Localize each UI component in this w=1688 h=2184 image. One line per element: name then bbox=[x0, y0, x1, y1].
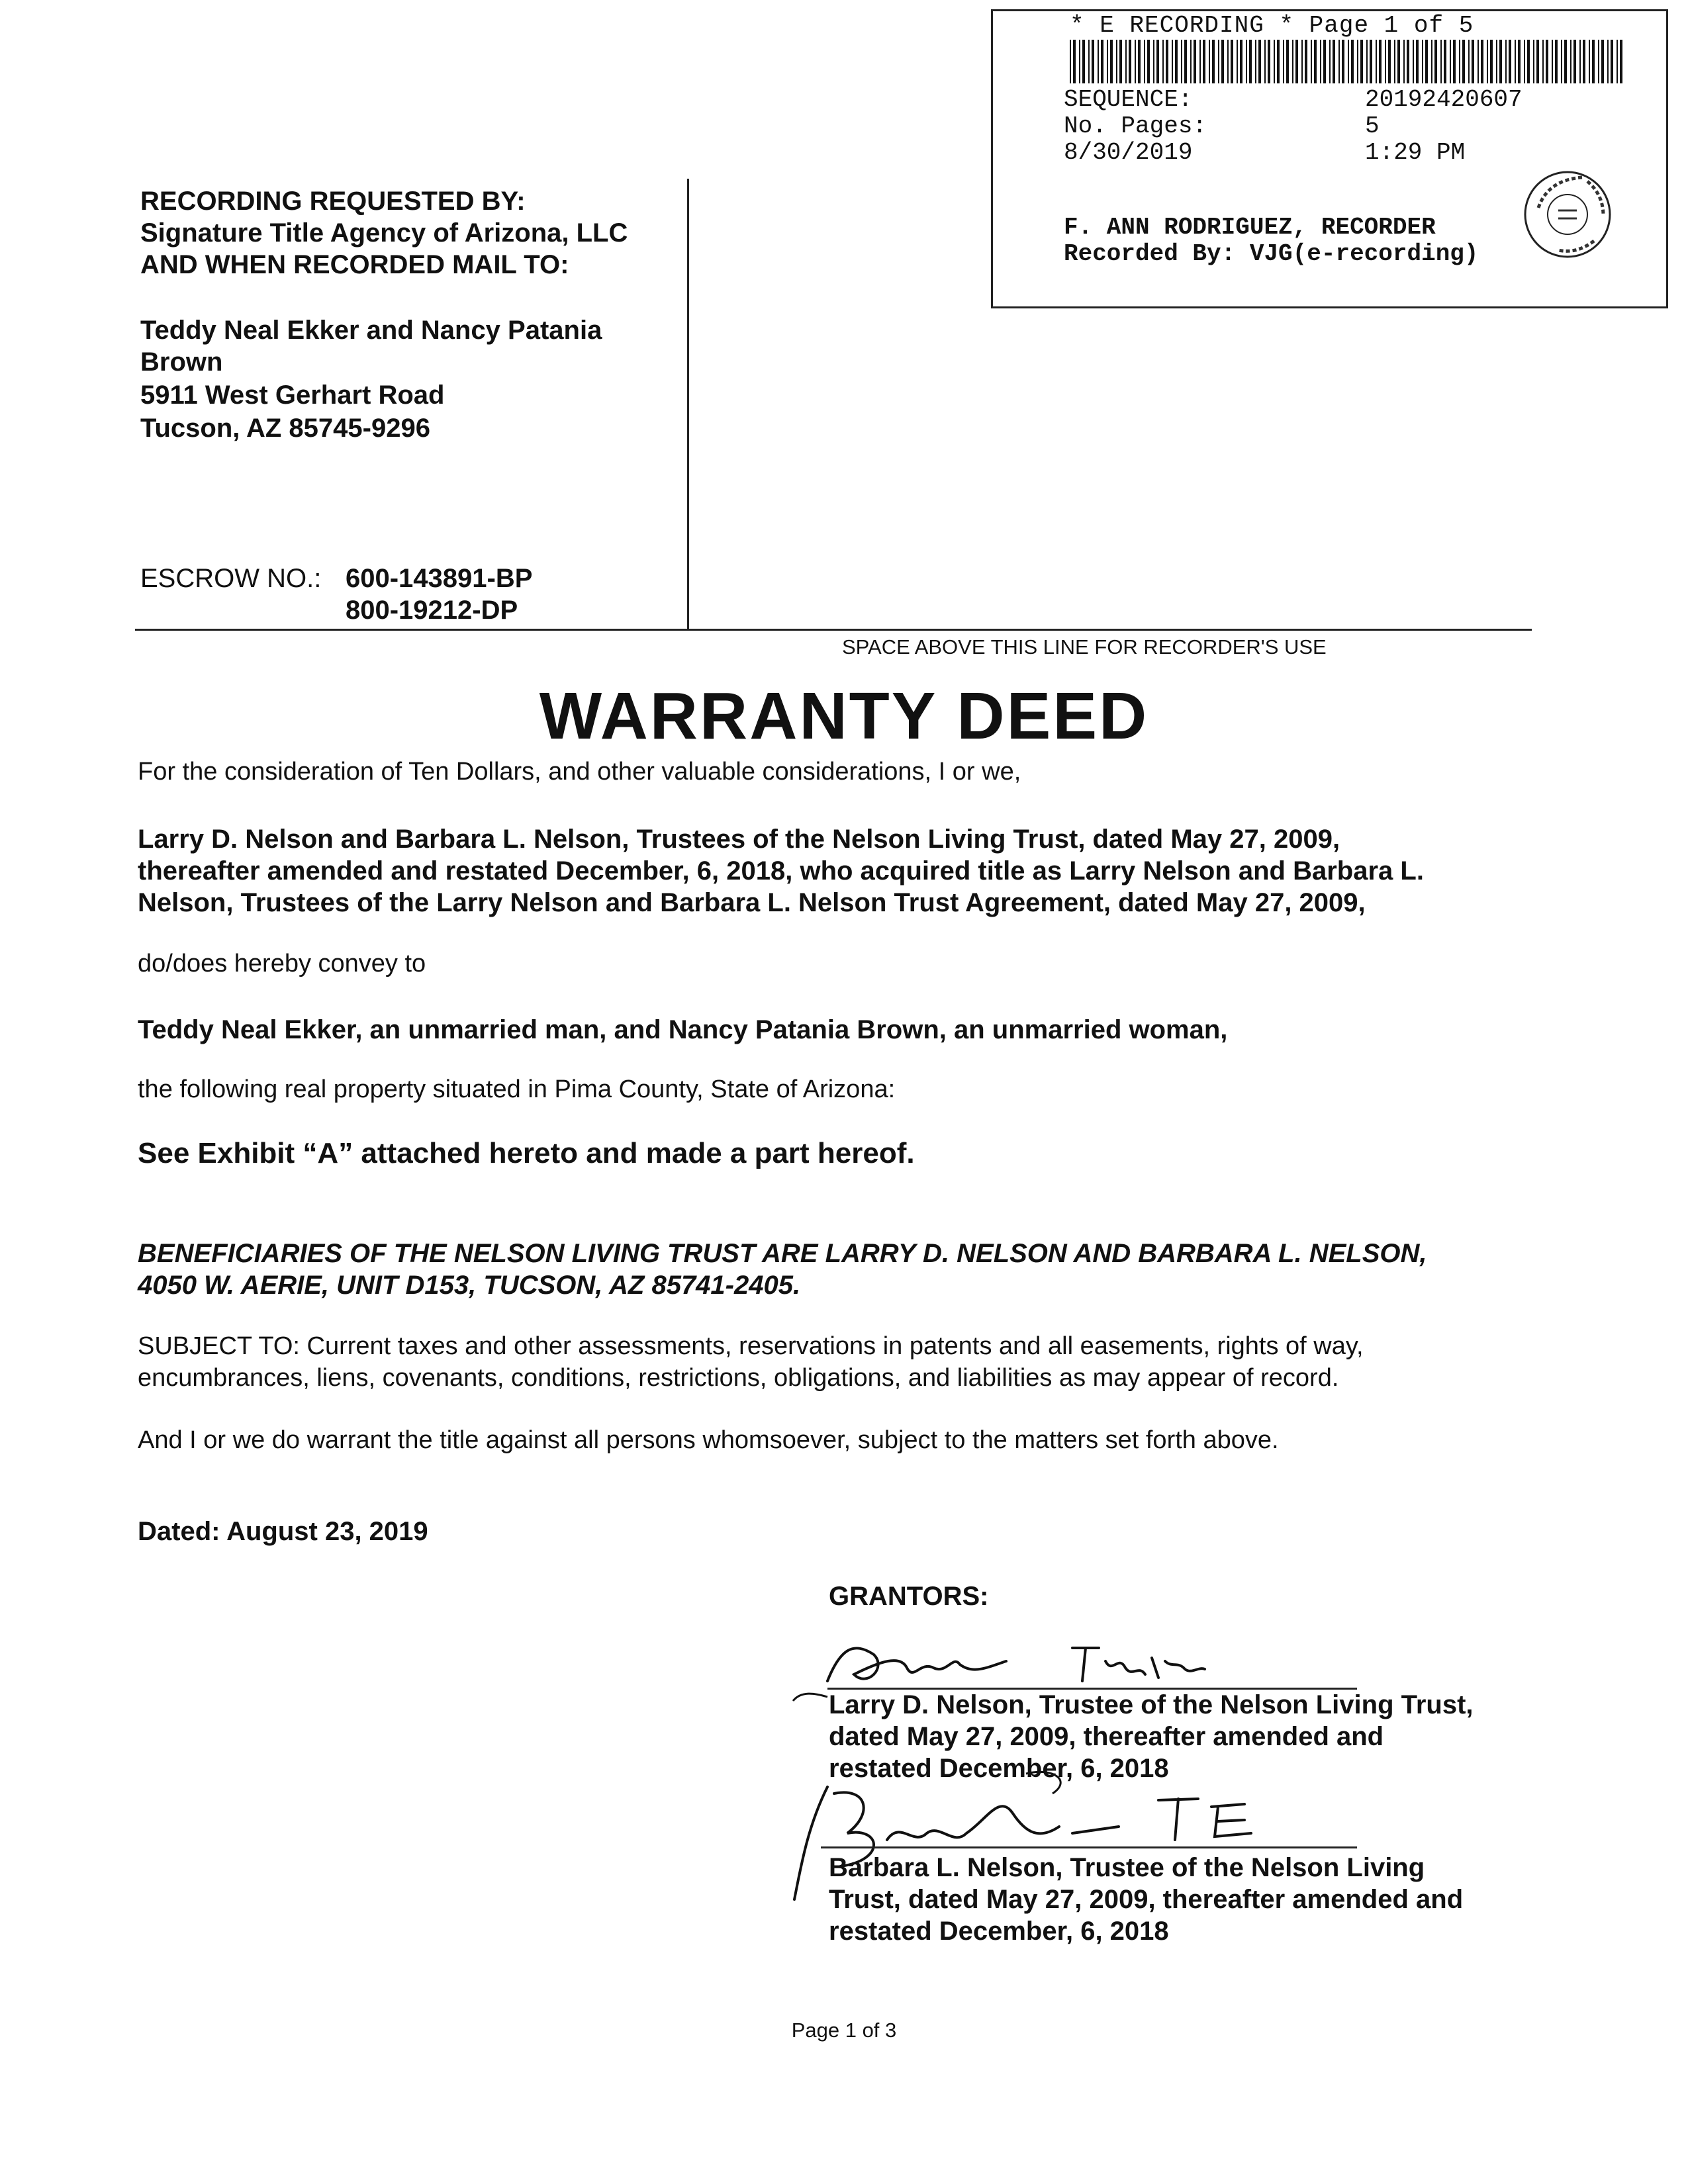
barcode-bar bbox=[1255, 40, 1256, 83]
barcode-bar bbox=[1237, 40, 1238, 83]
barcode-bar bbox=[1425, 40, 1428, 83]
mail-city: Tucson, AZ 85745-9296 bbox=[140, 414, 430, 443]
barcode-bar bbox=[1552, 40, 1553, 83]
barcode-bar bbox=[1184, 40, 1187, 83]
barcode-bar bbox=[1413, 40, 1414, 83]
barcode-bar bbox=[1561, 40, 1562, 83]
barcode-bar bbox=[1129, 40, 1131, 83]
subject-to-line-2: encumbrances, liens, covenants, conditions, restrictions, obligations, and liabilities as may appear of record. bbox=[138, 1364, 1339, 1392]
barcode-bar bbox=[1246, 40, 1247, 83]
barcode-bar bbox=[1107, 40, 1108, 83]
barcode-bar bbox=[1264, 40, 1266, 83]
barcode-bar bbox=[1166, 40, 1168, 83]
grantor-2-line-1: Barbara L. Nelson, Trustee of the Nelson Living bbox=[829, 1853, 1425, 1882]
barcode-bar bbox=[1431, 40, 1432, 83]
barcode-bar bbox=[1524, 40, 1525, 83]
barcode-bar bbox=[1360, 40, 1363, 83]
grantor-1-line-2: dated May 27, 2009, thereafter amended and bbox=[829, 1722, 1384, 1751]
barcode-bar bbox=[1098, 40, 1099, 83]
grantor-2-line-2: Trust, dated May 27, 2009, thereafter amended and bbox=[829, 1885, 1464, 1914]
pages-value: 5 bbox=[1365, 113, 1380, 140]
barcode-bar bbox=[1147, 40, 1150, 83]
mail-name-line-2: Brown bbox=[140, 347, 223, 377]
barcode-bar bbox=[1527, 40, 1530, 83]
barcode-bar bbox=[1583, 40, 1585, 83]
barcode-bar bbox=[1249, 40, 1252, 83]
recorder-use-note: SPACE ABOVE THIS LINE FOR RECORDER'S USE bbox=[842, 635, 1327, 659]
sequence-value: 20192420607 bbox=[1365, 86, 1523, 113]
barcode-bar bbox=[1462, 40, 1465, 83]
convey-text: do/does hereby convey to bbox=[138, 950, 426, 978]
barcode-bar bbox=[1181, 40, 1182, 83]
barcode-bar bbox=[1366, 40, 1368, 83]
recorder-name: F. ANN RODRIGUEZ, RECORDER bbox=[1064, 214, 1436, 241]
barcode-bar bbox=[1453, 40, 1456, 83]
barcode-bar bbox=[1444, 40, 1446, 83]
barcode-bar bbox=[1227, 40, 1229, 83]
barcode-bar bbox=[1357, 40, 1358, 83]
mail-street: 5911 West Gerhart Road bbox=[140, 381, 445, 410]
barcode-bar bbox=[1070, 40, 1071, 83]
header-divider-vertical bbox=[687, 179, 689, 629]
barcode-bar bbox=[1190, 40, 1192, 83]
barcode-bar bbox=[1138, 40, 1141, 83]
barcode-bar bbox=[1110, 40, 1113, 83]
barcode-bar bbox=[1144, 40, 1145, 83]
barcode-bar bbox=[1338, 40, 1340, 83]
barcode-bar bbox=[1440, 40, 1442, 83]
grantor-description-line-1: Larry D. Nelson and Barbara L. Nelson, Trustees of the Nelson Living Trust, dated May 27, 2009, bbox=[138, 825, 1340, 854]
barcode-bar bbox=[1283, 40, 1284, 83]
barcode-bar bbox=[1542, 40, 1544, 83]
barcode-bar bbox=[1240, 40, 1243, 83]
barcode-bar bbox=[1305, 40, 1307, 83]
barcode-bar bbox=[1388, 40, 1391, 83]
record-date: 8/30/2019 bbox=[1064, 139, 1193, 166]
barcode-bar bbox=[1598, 40, 1599, 83]
barcode-bar bbox=[1379, 40, 1382, 83]
barcode-bar bbox=[1601, 40, 1604, 83]
barcode-bar bbox=[1125, 40, 1127, 83]
barcode-bar bbox=[1311, 40, 1312, 83]
barcode-bar bbox=[1079, 40, 1080, 83]
barcode-bar bbox=[1570, 40, 1571, 83]
dated: Dated: August 23, 2019 bbox=[138, 1517, 428, 1546]
subject-to-line-1: SUBJECT TO: Current taxes and other assessments, reservations in patents and all easements, rights of way, bbox=[138, 1332, 1364, 1360]
barcode-bar bbox=[1509, 40, 1511, 83]
barcode-bar bbox=[1487, 40, 1488, 83]
beneficiaries-line-2: 4050 W. AERIE, UNIT D153, TUCSON, AZ 85741-2405. bbox=[138, 1271, 801, 1300]
barcode-bar bbox=[1385, 40, 1386, 83]
barcode-bar bbox=[1416, 40, 1419, 83]
barcode-bar bbox=[1203, 40, 1205, 83]
recorded-by: Recorded By: VJG(e-recording) bbox=[1064, 240, 1479, 267]
document-title: WARRANTY DEED bbox=[539, 679, 1149, 753]
barcode-bar bbox=[1162, 40, 1164, 83]
barcode-bar bbox=[1536, 40, 1539, 83]
barcode-bar bbox=[1555, 40, 1558, 83]
barcode-bar bbox=[1092, 40, 1094, 83]
escrow-number-2: 800-19212-DP bbox=[346, 596, 518, 625]
barcode-bar bbox=[1314, 40, 1317, 83]
barcode-bar bbox=[1101, 40, 1103, 83]
barcode-bar bbox=[1407, 40, 1409, 83]
barcode-bar bbox=[1434, 40, 1437, 83]
barcode-bar bbox=[1295, 40, 1298, 83]
barcode-bar bbox=[1515, 40, 1516, 83]
barcode-bar bbox=[1153, 40, 1154, 83]
barcode-bar bbox=[1481, 40, 1483, 83]
signature-line-2 bbox=[821, 1846, 1357, 1848]
barcode bbox=[1070, 40, 1622, 83]
barcode-bar bbox=[1088, 40, 1090, 83]
recorder-space-line bbox=[135, 629, 1532, 631]
barcode-bar bbox=[1450, 40, 1451, 83]
barcode-bar bbox=[1286, 40, 1289, 83]
barcode-bar bbox=[1199, 40, 1201, 83]
barcode-bar bbox=[1348, 40, 1349, 83]
barcode-bar bbox=[1209, 40, 1210, 83]
barcode-bar bbox=[1218, 40, 1219, 83]
escrow-label: ESCROW NO.: bbox=[140, 564, 322, 593]
grantor-description-line-2: thereafter amended and restated December, 6, 2018, who acquired title as Larry Nelson and Barbara L. bbox=[138, 856, 1424, 886]
mail-name-line-1: Teddy Neal Ekker and Nancy Patania bbox=[140, 316, 602, 345]
grantees: Teddy Neal Ekker, an unmarried man, and Nancy Patania Brown, an unmarried woman, bbox=[138, 1015, 1228, 1044]
barcode-bar bbox=[1496, 40, 1497, 83]
barcode-bar bbox=[1422, 40, 1423, 83]
barcode-bar bbox=[1258, 40, 1261, 83]
barcode-bar bbox=[1135, 40, 1136, 83]
barcode-bar bbox=[1274, 40, 1275, 83]
requested-by-label: RECORDING REQUESTED BY: bbox=[140, 187, 526, 216]
record-time: 1:29 PM bbox=[1365, 139, 1466, 166]
barcode-bar bbox=[1533, 40, 1534, 83]
barcode-bar bbox=[1082, 40, 1085, 83]
barcode-bar bbox=[1277, 40, 1280, 83]
barcode-bar bbox=[1546, 40, 1548, 83]
barcode-bar bbox=[1472, 40, 1474, 83]
barcode-bar bbox=[1073, 40, 1076, 83]
barcode-bar bbox=[1573, 40, 1576, 83]
barcode-bar bbox=[1156, 40, 1159, 83]
barcode-bar bbox=[1116, 40, 1117, 83]
consideration-text: For the consideration of Ten Dollars, and other valuable considerations, I or we, bbox=[138, 758, 1021, 786]
barcode-bar bbox=[1459, 40, 1460, 83]
barcode-bar bbox=[1329, 40, 1331, 83]
barcode-bar bbox=[1376, 40, 1377, 83]
pages-label: No. Pages: bbox=[1064, 113, 1207, 140]
requested-by-name: Signature Title Agency of Arizona, LLC bbox=[140, 218, 628, 248]
barcode-bar bbox=[1564, 40, 1567, 83]
grantor-1-line-1: Larry D. Nelson, Trustee of the Nelson Living Trust, bbox=[829, 1690, 1474, 1719]
barcode-bar bbox=[1611, 40, 1613, 83]
barcode-bar bbox=[1505, 40, 1507, 83]
barcode-bar bbox=[1172, 40, 1173, 83]
barcode-bar bbox=[1370, 40, 1372, 83]
barcode-bar bbox=[1221, 40, 1224, 83]
barcode-bar bbox=[1589, 40, 1590, 83]
barcode-bar bbox=[1212, 40, 1215, 83]
sequence-label: SEQUENCE: bbox=[1064, 86, 1193, 113]
grantor-2-line-3: restated December, 6, 2018 bbox=[829, 1917, 1169, 1946]
barcode-bar bbox=[1292, 40, 1293, 83]
exhibit-reference: See Exhibit “A” attached hereto and made a part hereof. bbox=[138, 1137, 915, 1169]
page-number: Page 1 of 3 bbox=[791, 2019, 897, 2042]
barcode-bar bbox=[1592, 40, 1595, 83]
escrow-number-1: 600-143891-BP bbox=[346, 564, 533, 593]
barcode-bar bbox=[1301, 40, 1303, 83]
barcode-bar bbox=[1518, 40, 1521, 83]
barcode-bar bbox=[1175, 40, 1178, 83]
barcode-bar bbox=[1397, 40, 1400, 83]
barcode-bar bbox=[1607, 40, 1609, 83]
barcode-bar bbox=[1468, 40, 1470, 83]
barcode-bar bbox=[1320, 40, 1321, 83]
barcode-bar bbox=[1579, 40, 1581, 83]
stamp-header: * E RECORDING * Page 1 of 5 bbox=[1070, 12, 1474, 39]
barcode-bar bbox=[1333, 40, 1335, 83]
barcode-bar bbox=[1323, 40, 1326, 83]
barcode-bar bbox=[1403, 40, 1405, 83]
barcode-bar bbox=[1268, 40, 1270, 83]
grantors-label: GRANTORS: bbox=[829, 1582, 989, 1611]
mail-to-label: AND WHEN RECORDED MAIL TO: bbox=[140, 250, 569, 279]
warranty-text: And I or we do warrant the title against all persons whomsoever, subject to the matters set forth above. bbox=[138, 1426, 1279, 1454]
grantor-1-line-3: restated December, 6, 2018 bbox=[829, 1754, 1169, 1783]
barcode-bar bbox=[1231, 40, 1233, 83]
property-text: the following real property situated in Pima County, State of Arizona: bbox=[138, 1075, 896, 1103]
barcode-bar bbox=[1119, 40, 1122, 83]
barcode-bar bbox=[1194, 40, 1196, 83]
barcode-bar bbox=[1617, 40, 1618, 83]
barcode-bar bbox=[1490, 40, 1493, 83]
barcode-bar bbox=[1499, 40, 1502, 83]
barcode-bar bbox=[1477, 40, 1479, 83]
barcode-bar bbox=[1351, 40, 1354, 83]
grantor-description-line-3: Nelson, Trustees of the Larry Nelson and Barbara L. Nelson Trust Agreement, dated May 27, 2009, bbox=[138, 888, 1366, 917]
barcode-bar bbox=[1394, 40, 1395, 83]
county-seal-icon bbox=[1521, 168, 1614, 261]
barcode-bar bbox=[1342, 40, 1344, 83]
barcode-bar bbox=[1620, 40, 1622, 83]
beneficiaries-line-1: BENEFICIARIES OF THE NELSON LIVING TRUST ARE LARRY D. NELSON AND BARBARA L. NELSON, bbox=[138, 1239, 1427, 1268]
